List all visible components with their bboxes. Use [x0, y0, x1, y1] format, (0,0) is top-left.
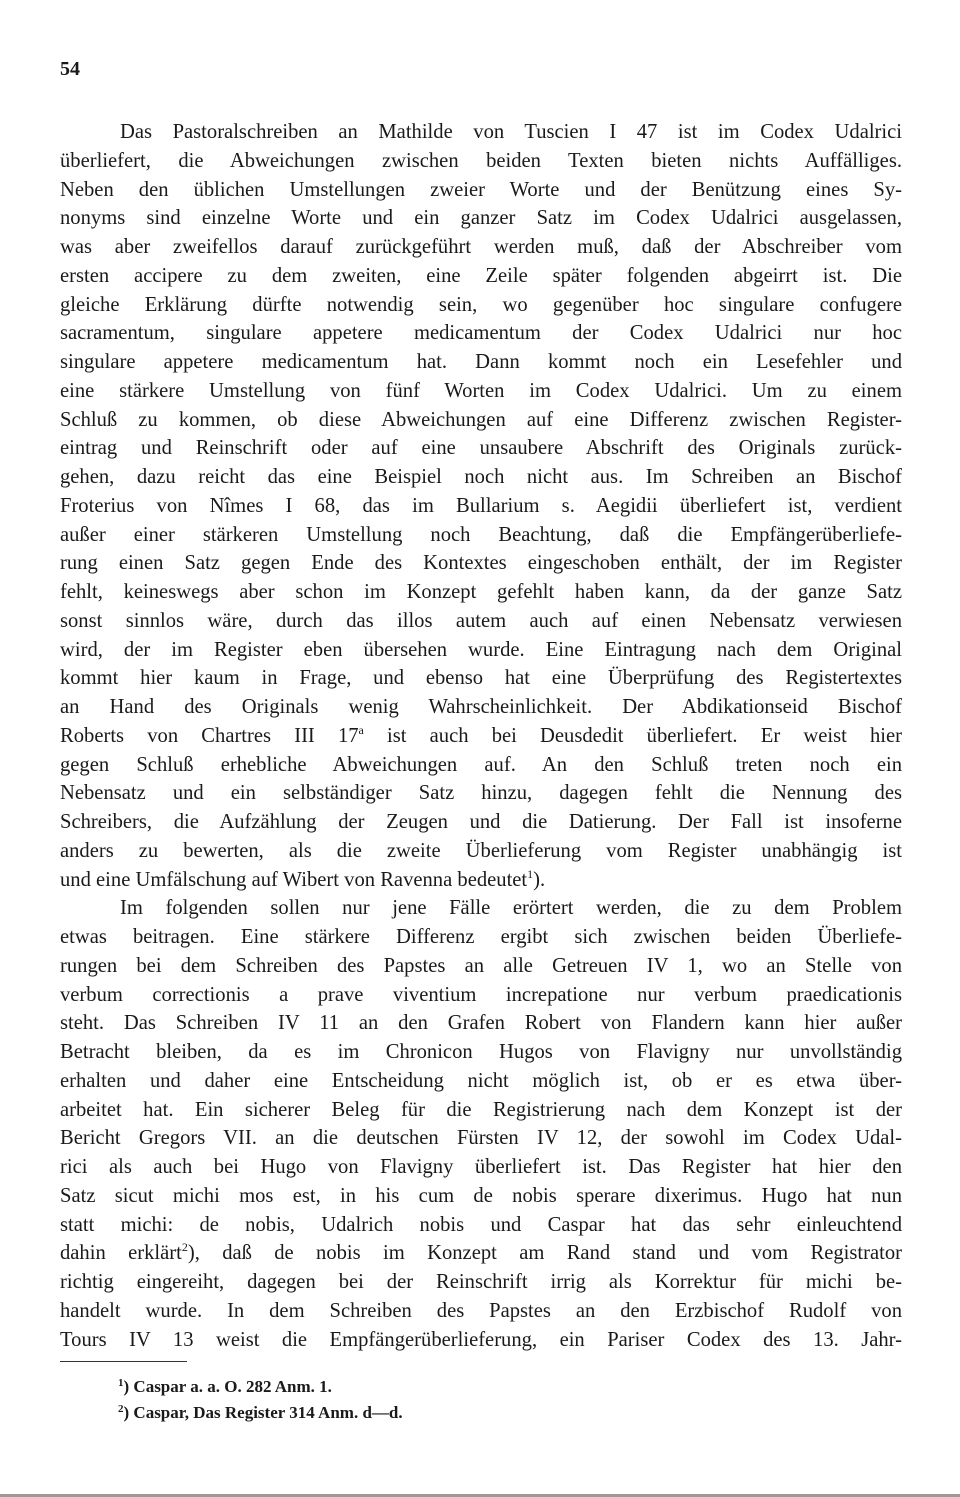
text-line: richtig eingereiht, dagegen bei der Reinschrift irrig als Korrektur für michi be-: [60, 1271, 902, 1293]
footnote-separator: [60, 1361, 187, 1362]
text-line: Neben den üblichen Umstellungen zweier Worte und der Benützung eines Sy-: [60, 178, 902, 201]
text-line: sacramentum, singulare appetere medicamentum der Codex Udalrici nur hoc: [60, 322, 902, 345]
text-line: [60, 866, 902, 895]
text-segment: ist auch bei Deusdedit überliefert. Er weist hier: [363, 724, 902, 747]
text-line: ersten accipere zu dem zweiten, eine Zeile später folgenden abgeirrt ist. Die: [60, 264, 902, 287]
text-line: gehen, dazu reicht das eine Beispiel noch nicht aus. Im Schreiben an Bischof: [60, 466, 902, 488]
text-line: Bericht Gregors VII. an die deutschen Fürsten IV 12, der sowohl im Codex Udal-: [60, 1127, 902, 1150]
footnote-text: ) Caspar, Das Register 314 Anm. d—d.: [123, 1403, 403, 1422]
text-line: wird, der im Register eben übersehen wurde. Eine Eintragung nach dem Original: [60, 638, 902, 661]
footnotes: [118, 1374, 403, 1426]
text-line: rici als auch bei Hugo von Flavigny überliefert ist. Das Register hat hier den: [60, 1156, 902, 1178]
text-line: rungen bei dem Schreiben des Papstes an alle Getreuen IV 1, wo an Stelle von: [60, 954, 902, 977]
text-segment: und eine Umfälschung auf Wibert von Ravenna bedeutet: [60, 868, 528, 891]
text-line: Das Pastoralschreiben an Mathilde von Tuscien I 47 ist im Codex Udalrici: [120, 121, 902, 143]
text-line: eine stärkere Umstellung von fünf Worten im Codex Udalrici. Um zu einem: [60, 379, 902, 402]
text-line: verbum correctionis a prave viventium increpatione nur verbum praedicationis: [60, 983, 902, 1006]
text-line: überliefert, die Abweichungen zwischen beiden Texten bieten nichts Auffälliges.: [60, 149, 902, 172]
text-line: [60, 722, 902, 751]
text-line: singulare appetere medicamentum hat. Dann kommt noch ein Lesefehler und: [60, 351, 902, 373]
text-line: was aber zweifellos darauf zurückgeführt werden muß, daß der Abschreiber vom: [60, 236, 902, 258]
text-line: kommt hier kaum in Frage, und ebenso hat eine Überprüfung des Registertextes: [60, 667, 902, 690]
footnote-ref-1: 1: [527, 866, 534, 881]
text-line: fehlt, keineswegs aber schon im Konzept gefehlt haben kann, da der ganze Satz: [60, 581, 902, 603]
text-line: steht. Das Schreiben IV 11 an den Grafen Robert von Flandern kann hier außer: [60, 1012, 902, 1035]
text-line: außer einer stärkeren Umstellung noch Beachtung, daß die Empfängerüberliefe-: [60, 523, 902, 546]
text-line: an Hand des Originals wenig Wahrscheinlichkeit. Der Abdikationseid Bischof: [60, 696, 902, 718]
footnote-2: [118, 1400, 403, 1426]
text-line: Froterius von Nîmes I 68, das im Bullarium s. Aegidii überliefert ist, verdient: [60, 494, 902, 517]
text-line: Schluß zu kommen, ob diese Abweichungen auf eine Differenz zwischen Register-: [60, 408, 902, 431]
text-line: [60, 1239, 902, 1268]
text-line: Nebensatz und ein selbständiger Satz hinzu, dagegen fehlt die Nennung des: [60, 782, 902, 805]
text-line: Tours IV 13 weist die Empfängerüberlieferung, ein Pariser Codex des 13. Jahr-: [60, 1328, 902, 1351]
footnote-mark: 2: [118, 1403, 124, 1415]
text-line: eintrag und Reinschrift oder auf eine unsaubere Abschrift des Originals zurück-: [60, 437, 902, 460]
text-line: statt michi: de nobis, Udalrich nobis und Caspar hat das sehr einleuchtend: [60, 1213, 902, 1236]
text-line: Betracht bleiben, da es im Chronicon Hugos von Flavigny nur unvollständig: [60, 1041, 902, 1063]
footnote-mark: 1: [118, 1377, 124, 1389]
text-line: handelt wurde. In dem Schreiben des Papstes an den Erzbischof Rudolf von: [60, 1299, 902, 1322]
footnote-ref-2: 2: [181, 1240, 188, 1255]
text-line: Schreibers, die Aufzählung der Zeugen und die Datierung. Der Fall ist insoferne: [60, 811, 902, 833]
text-line: sonst sinnlos wäre, durch das illos autem auch auf einen Nebensatz verwiesen: [60, 609, 902, 632]
text-line: Im folgenden sollen nur jene Fälle erörtert werden, die zu dem Problem: [120, 897, 902, 920]
superscript-a: a: [358, 722, 364, 737]
page-number: 54: [60, 58, 80, 80]
text-segment: Roberts von Chartres III 17: [60, 724, 359, 747]
body-text: [60, 118, 902, 1354]
text-line: nonyms sind einzelne Worte und ein ganzer Satz im Codex Udalrici ausgelassen,: [60, 207, 902, 230]
text-segment: dahin erklärt: [60, 1242, 182, 1265]
text-line: gleiche Erklärung dürfte notwendig sein, wo gegenüber hoc singulare confugere: [60, 293, 902, 316]
footnote-text: ) Caspar a. a. O. 282 Anm. 1.: [123, 1377, 332, 1396]
text-segment: ), daß de nobis im Konzept am Rand stand und vom Registrator: [187, 1242, 902, 1265]
text-line: rung einen Satz gegen Ende des Kontextes eingeschoben enthält, der im Register: [60, 552, 902, 575]
text-line: arbeitet hat. Ein sicherer Beleg für die Registrierung nach dem Konzept ist der: [60, 1098, 902, 1121]
text-line: erhalten und daher eine Entscheidung nicht möglich ist, ob er es etwa über-: [60, 1069, 902, 1092]
text-line: Satz sicut michi mos est, in his cum de nobis sperare dixerimus. Hugo hat nun: [60, 1184, 902, 1207]
text-line: gegen Schluß erhebliche Abweichungen auf. An den Schluß treten noch ein: [60, 753, 902, 776]
text-line: anders zu bewerten, als die zweite Überlieferung vom Register unabhängig ist: [60, 839, 902, 862]
text-line: etwas beitragen. Eine stärkere Differenz ergibt sich zwischen beiden Überliefe-: [60, 926, 902, 948]
text-segment: ).: [533, 868, 546, 891]
footnote-1: [118, 1374, 403, 1400]
